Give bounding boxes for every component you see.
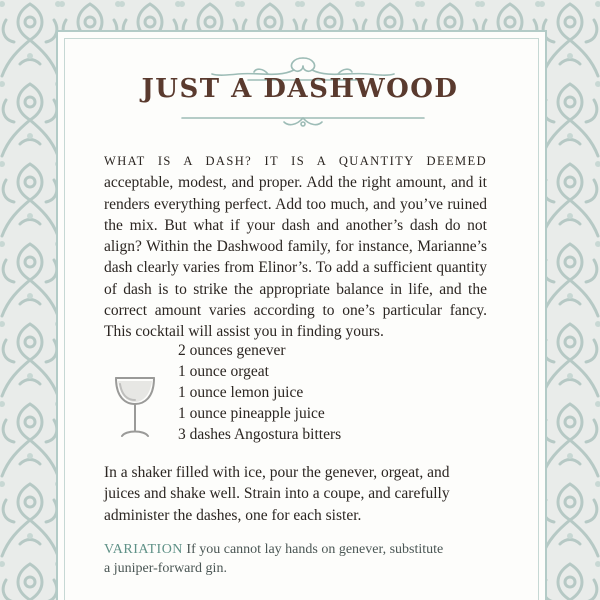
ingredient-item: 1 ounce pineapple juice	[178, 405, 325, 422]
title-underline-flourish-icon	[176, 110, 430, 130]
ingredient-item: 1 ounce orgeat	[178, 363, 269, 380]
coupe-glass-icon	[112, 372, 158, 440]
ingredient-item: 3 dashes Angostura bitters	[178, 426, 342, 443]
variation-label: VARIATION	[104, 542, 183, 557]
variation-note	[104, 540, 487, 578]
ingredient-item: 2 ounces genever	[178, 342, 286, 359]
ingredient-item: 1 ounce lemon juice	[178, 384, 304, 401]
intro-lead-smallcaps: WHAT IS A DASH? IT IS A QUANTITY DEEMED	[104, 154, 487, 168]
variation-line-1: If you cannot lay hands on genever, substitute	[186, 542, 444, 557]
variation-line-2: a juniper-forward gin.	[104, 561, 227, 576]
intro-rest: acceptable, modest, and proper. Add the right amount, and it renders everything perfect. Add too much, and you’ve ruined the mix. But what if your dash and another’s dash do not align? Within the Dashwood family, for instance, Marianne’s dash clearly varies from Elinor’s. To add a sufficient quantity of dash is to strike the appropriate balance in life, and the correct amount varies according to one’s particular fancy. This cocktail will assist you in finding yours.	[104, 174, 487, 341]
intro-paragraph	[104, 150, 487, 343]
ingredient-list	[178, 340, 341, 445]
page-title: JUST A DASHWOOD	[141, 74, 459, 104]
method-paragraph: In a shaker filled with ice, pour the genever, orgeat, and juices and shake well. Strain into a coupe, and carefully administer the dashes, one for each sister.	[104, 464, 450, 524]
